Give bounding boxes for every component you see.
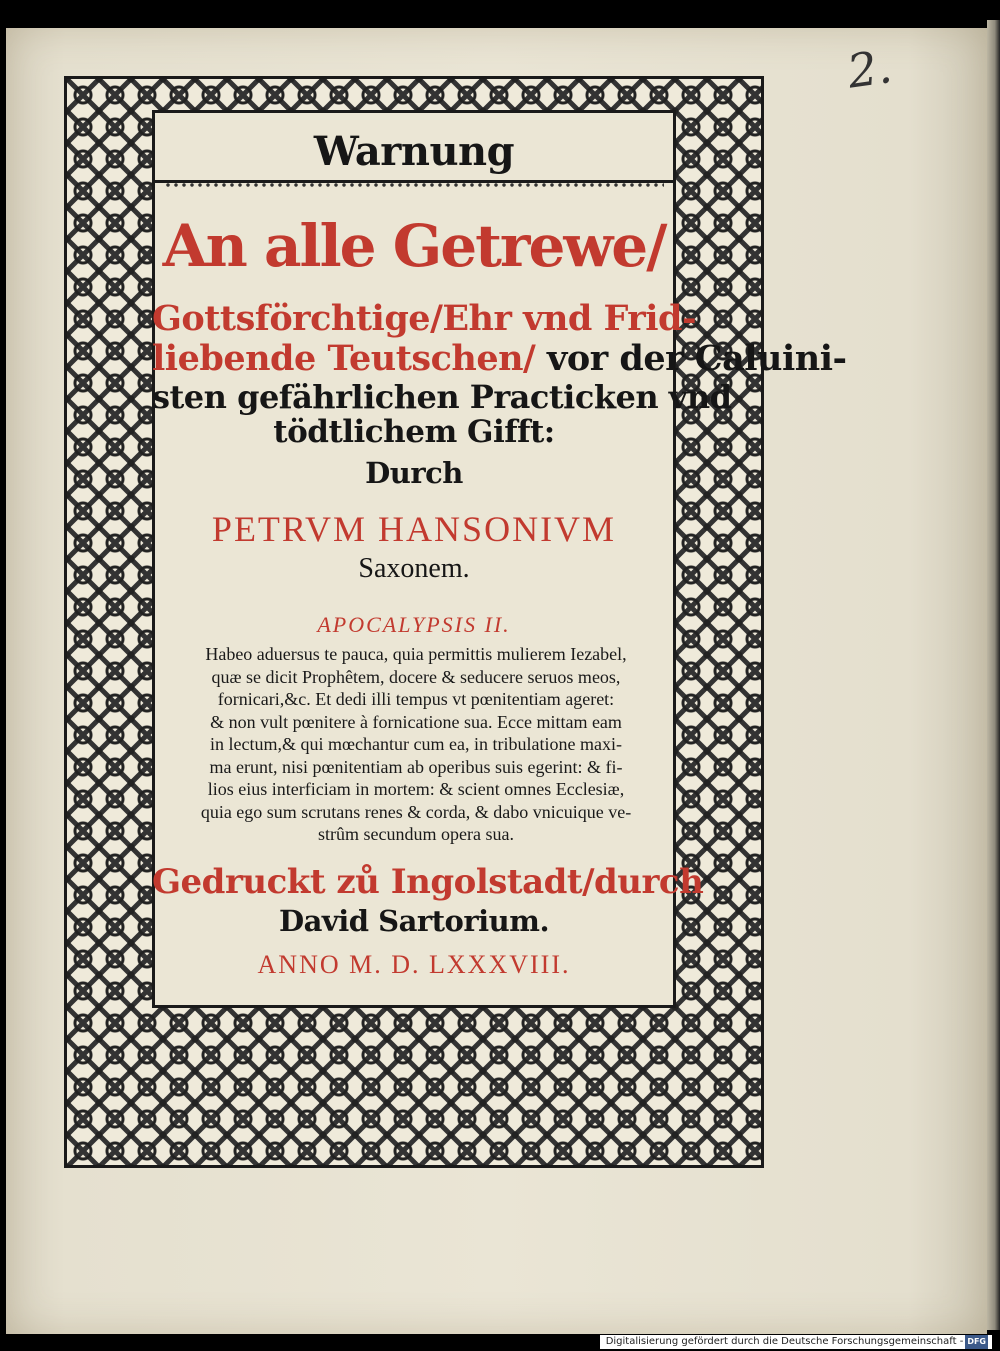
quote-line: quia ego sum scrutans renes & corda, & dabo vnicuique ve-	[200, 801, 632, 822]
quote-line: strûm secundum opera sua.	[318, 824, 514, 844]
author-name: PETRVM HANSONIVM	[211, 509, 617, 549]
title-line-2: Gottsförchtige/Ehr vnd Frid-	[152, 298, 697, 339]
quote-line: fornicari,&c. Et dedi illi tempus vt pœnitentiam ageret:	[217, 689, 615, 709]
scripture-quote	[168, 643, 664, 846]
imprint-line-1: Gedruckt zů Ingolstadt/durch	[152, 862, 704, 902]
quote-line: ma erunt, nisi pœnitentiam ab operibus suis egerint: & fi-	[209, 756, 623, 777]
by-label: Durch	[365, 456, 463, 490]
digitization-credit	[600, 1335, 992, 1349]
title-line-5: tödtlichem Gifft:	[273, 414, 555, 450]
title-line-3-red: liebende Teutschen/	[152, 338, 536, 379]
title-line-4: sten gefährlichen Practicken vnd	[152, 378, 732, 416]
author-origin: Saxonem.	[358, 553, 470, 584]
heading-warnung: Warnung	[313, 128, 515, 175]
quote-line: in lectum,& qui mœchantur cum ea, in tribulatione maxi-	[210, 734, 622, 754]
quote-line: Habeo aduersus te pauca, quia permittis mulierem Iezabel,	[205, 644, 627, 664]
scripture-citation: APOCALYPSIS II.	[317, 612, 511, 637]
imprint-printer: David Sartorium.	[278, 904, 550, 938]
credit-text: Digitalisierung gefördert durch die Deutsche Forschungsgemeinschaft -	[605, 1336, 964, 1347]
title-main: An alle Getrewe/	[162, 212, 666, 280]
imprint-year: ANNO M. D. LXXXVIII.	[257, 950, 571, 979]
dotted-rule	[164, 182, 664, 188]
dfg-logo-icon: DFG	[965, 1335, 988, 1349]
title-line-3-black: vor der Caluini-	[547, 338, 847, 379]
quote-line: & non vult pœnitere à fornicatione sua. Ecce mittam eam	[210, 711, 622, 732]
quote-line: lios eius interficiam in mortem: & scient omnes Ecclesiæ,	[207, 779, 625, 799]
folio-number: 2.	[844, 39, 896, 99]
page-edge	[987, 20, 1000, 1330]
title-line-3	[152, 338, 847, 379]
quote-line: quæ se dicit Prophêtem, docere & seducere seruos meos,	[211, 666, 621, 687]
